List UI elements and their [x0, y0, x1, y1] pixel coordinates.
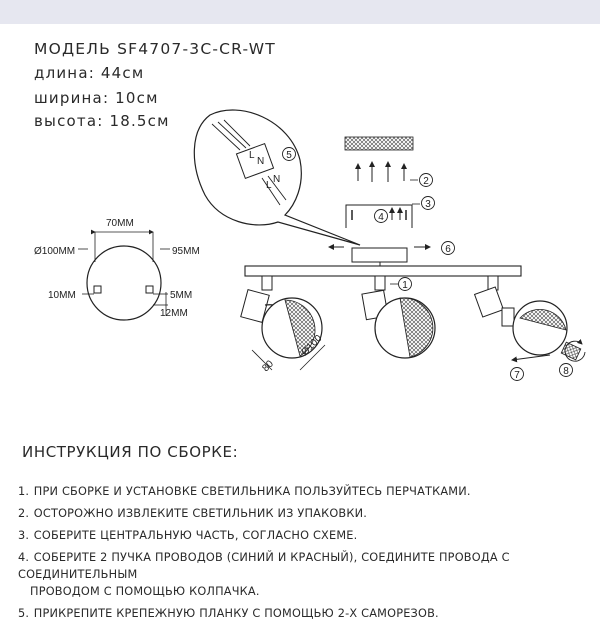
- spec-width: ширина: 10см: [34, 89, 159, 107]
- marker-7: [511, 368, 524, 382]
- dim-shade-80: 80: [260, 358, 276, 375]
- wire-label-l2: L: [266, 180, 272, 191]
- wire-label-n1: N: [257, 156, 265, 167]
- dim-d100: Ø100MM: [34, 246, 76, 257]
- dim-10: 10MM: [48, 290, 76, 301]
- svg-text:4: 4: [378, 212, 384, 223]
- spec-length: длина: 44см: [34, 64, 145, 82]
- marker-4: [375, 210, 388, 224]
- instruction-step: 1. ПРИ СБОРКЕ И УСТАНОВКЕ СВЕТИЛЬНИКА ПОЛЬЗУЙТЕСЬ ПЕРЧАТКАМИ.: [18, 485, 471, 498]
- dim-70: 70MM: [106, 218, 134, 229]
- instruction-step: 4. СОБЕРИТЕ 2 ПУЧКА ПРОВОДОВ (СИНИЙ И КРАСНЫЙ), СОЕДИНИТЕ ПРОВОДА С СОЕДИНИТЕЛЬНЫМ ПРОВОДОМ С ПОМОЩЬЮ КОЛПАЧКА.: [18, 551, 510, 598]
- marker-5: [283, 148, 296, 162]
- marker-2: [420, 174, 433, 188]
- spotlight-right: [475, 276, 585, 361]
- svg-text:8: 8: [563, 366, 569, 377]
- marker-1: [399, 278, 412, 292]
- svg-text:7: 7: [514, 370, 520, 381]
- svg-text:6: 6: [445, 244, 451, 255]
- svg-text:2: 2: [423, 176, 429, 187]
- ceiling-mount: [329, 137, 430, 262]
- instruction-step: 5. ПРИКРЕПИТЕ КРЕПЕЖНУЮ ПЛАНКУ С ПОМОЩЬЮ 2-Х САМОРЕЗОВ.: [18, 607, 439, 620]
- marker-6: [442, 242, 455, 256]
- dim-shade-100: Ø100: [299, 333, 325, 359]
- svg-text:5: 5: [286, 150, 292, 161]
- dim-5: 5MM: [170, 290, 193, 301]
- instruction-step: 3. СОБЕРИТЕ ЦЕНТРАЛЬНУЮ ЧАСТЬ, СОГЛАСНО СХЕМЕ.: [18, 529, 358, 542]
- base-plate-drawing: [34, 218, 200, 320]
- model-name: МОДЕЛЬ SF4707-3C-CR-WT: [34, 40, 276, 58]
- marker-3: [422, 197, 435, 211]
- instruction-step: 2. ОСТОРОЖНО ИЗВЛЕКИТЕ СВЕТИЛЬНИК ИЗ УПАКОВКИ.: [18, 507, 368, 520]
- spec-height: высота: 18.5см: [34, 112, 170, 130]
- dim-12: 12MM: [160, 308, 188, 319]
- svg-text:1: 1: [402, 280, 408, 291]
- wire-label-l1: L: [249, 150, 255, 161]
- svg-text:3: 3: [425, 199, 431, 210]
- wire-label-n2: N: [273, 174, 281, 185]
- marker-8: [560, 364, 573, 378]
- instructions-title: ИНСТРУКЦИЯ ПО СБОРКЕ:: [22, 443, 239, 461]
- instructions-list: [18, 483, 593, 627]
- wiring-detail: [194, 110, 360, 245]
- spotlight-center: [362, 276, 435, 358]
- dim-95: 95MM: [172, 246, 200, 257]
- spotlight-left: [241, 276, 325, 374]
